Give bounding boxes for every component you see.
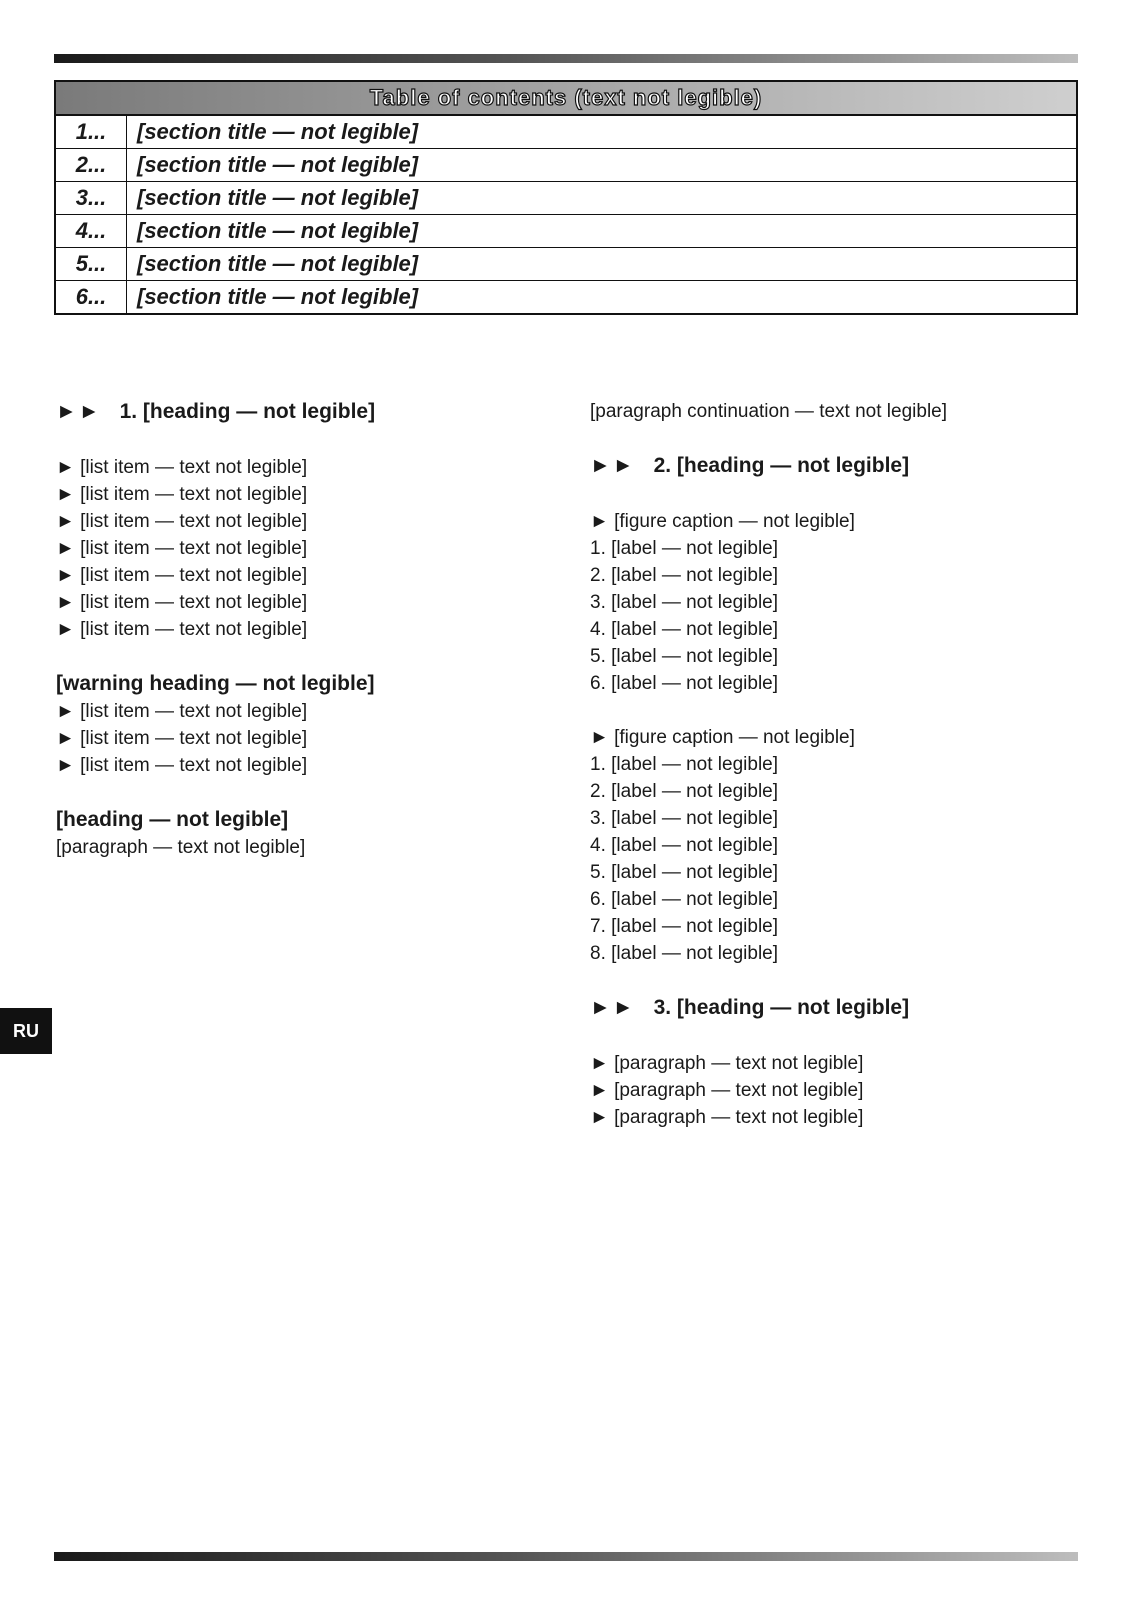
contents-row [55, 281, 1077, 315]
contents-row [55, 182, 1077, 215]
list-item: 1. [label — not legible] [590, 754, 779, 775]
list-item: 5. [label — not legible] [590, 862, 779, 883]
contents-row-number: 3... [55, 182, 127, 215]
figure-caption: ► [figure caption — not legible] [590, 511, 855, 532]
list-item: 3. [label — not legible] [590, 592, 779, 613]
list-item: ► [list item — text not legible] [56, 755, 308, 776]
list-item: ► [list item — text not legible] [56, 511, 308, 532]
list-item: ► [list item — text not legible] [56, 728, 308, 749]
section-heading-text: 1. [heading — not legible] [119, 400, 376, 423]
list-item: 6. [label — not legible] [590, 673, 779, 694]
list-item: 1. [label — not legible] [590, 538, 779, 559]
list-item: 2. [label — not legible] [590, 565, 779, 586]
contents-title: Table of contents (text not legible) [55, 81, 1077, 115]
list-item: ► [list item — text not legible] [56, 565, 308, 586]
list-item: ► [paragraph — text not legible] [590, 1053, 864, 1074]
figure-caption: ► [figure caption — not legible] [590, 727, 855, 748]
list-item: 3. [label — not legible] [590, 808, 779, 829]
list-item: ► [paragraph — text not legible] [590, 1080, 864, 1101]
contents-row-title: [section title — not legible] [127, 115, 1078, 149]
section-heading [56, 398, 554, 426]
section-heading-text: [heading — not legible] [56, 808, 289, 831]
contents-row-number: 4... [55, 215, 127, 248]
section-heading [56, 806, 554, 834]
section-heading-text: 3. [heading — not legible] [653, 996, 910, 1019]
contents-row [55, 215, 1077, 248]
section-heading [590, 452, 1088, 480]
contents-row-title: [section title — not legible] [127, 281, 1078, 315]
contents-row-title: [section title — not legible] [127, 248, 1078, 281]
contents-row [55, 149, 1077, 182]
contents-row-number: 5... [55, 248, 127, 281]
list-item: ► [list item — text not legible] [56, 619, 308, 640]
double-arrow-icon: ►► [590, 996, 636, 1019]
list-item: ► [list item — text not legible] [56, 484, 308, 505]
contents-row [55, 248, 1077, 281]
contents-row-title: [section title — not legible] [127, 182, 1078, 215]
contents-row [55, 115, 1077, 149]
section-heading [590, 994, 1088, 1022]
double-arrow-icon: ►► [56, 400, 102, 423]
list-item: 7. [label — not legible] [590, 916, 779, 937]
section-heading-text: 2. [heading — not legible] [653, 454, 910, 477]
list-item: ► [paragraph — text not legible] [590, 1107, 864, 1128]
list-item: 8. [label — not legible] [590, 943, 779, 964]
double-arrow-icon: ►► [590, 454, 636, 477]
list-item: 5. [label — not legible] [590, 646, 779, 667]
paragraph: [paragraph — text not legible] [56, 837, 306, 858]
contents-row-title: [section title — not legible] [127, 215, 1078, 248]
contents-row-number: 6... [55, 281, 127, 315]
list-item: ► [list item — text not legible] [56, 457, 308, 478]
contents-table [54, 80, 1078, 315]
list-item: ► [list item — text not legible] [56, 592, 308, 613]
language-tab: RU [0, 1008, 52, 1054]
paragraph: [paragraph continuation — text not legible] [590, 401, 948, 422]
warning-heading-text: [warning heading — not legible] [56, 672, 375, 695]
left-column [56, 398, 554, 861]
contents-row-number: 2... [55, 149, 127, 182]
list-item: 6. [label — not legible] [590, 889, 779, 910]
list-item: 4. [label — not legible] [590, 619, 779, 640]
top-gradient-band [54, 54, 1078, 63]
right-column [590, 398, 1088, 1131]
list-item: 4. [label — not legible] [590, 835, 779, 856]
bottom-gradient-band [54, 1552, 1078, 1561]
list-item: 2. [label — not legible] [590, 781, 779, 802]
contents-row-number: 1... [55, 115, 127, 149]
warning-heading [56, 670, 554, 698]
list-item: ► [list item — text not legible] [56, 701, 308, 722]
contents-row-title: [section title — not legible] [127, 149, 1078, 182]
list-item: ► [list item — text not legible] [56, 538, 308, 559]
